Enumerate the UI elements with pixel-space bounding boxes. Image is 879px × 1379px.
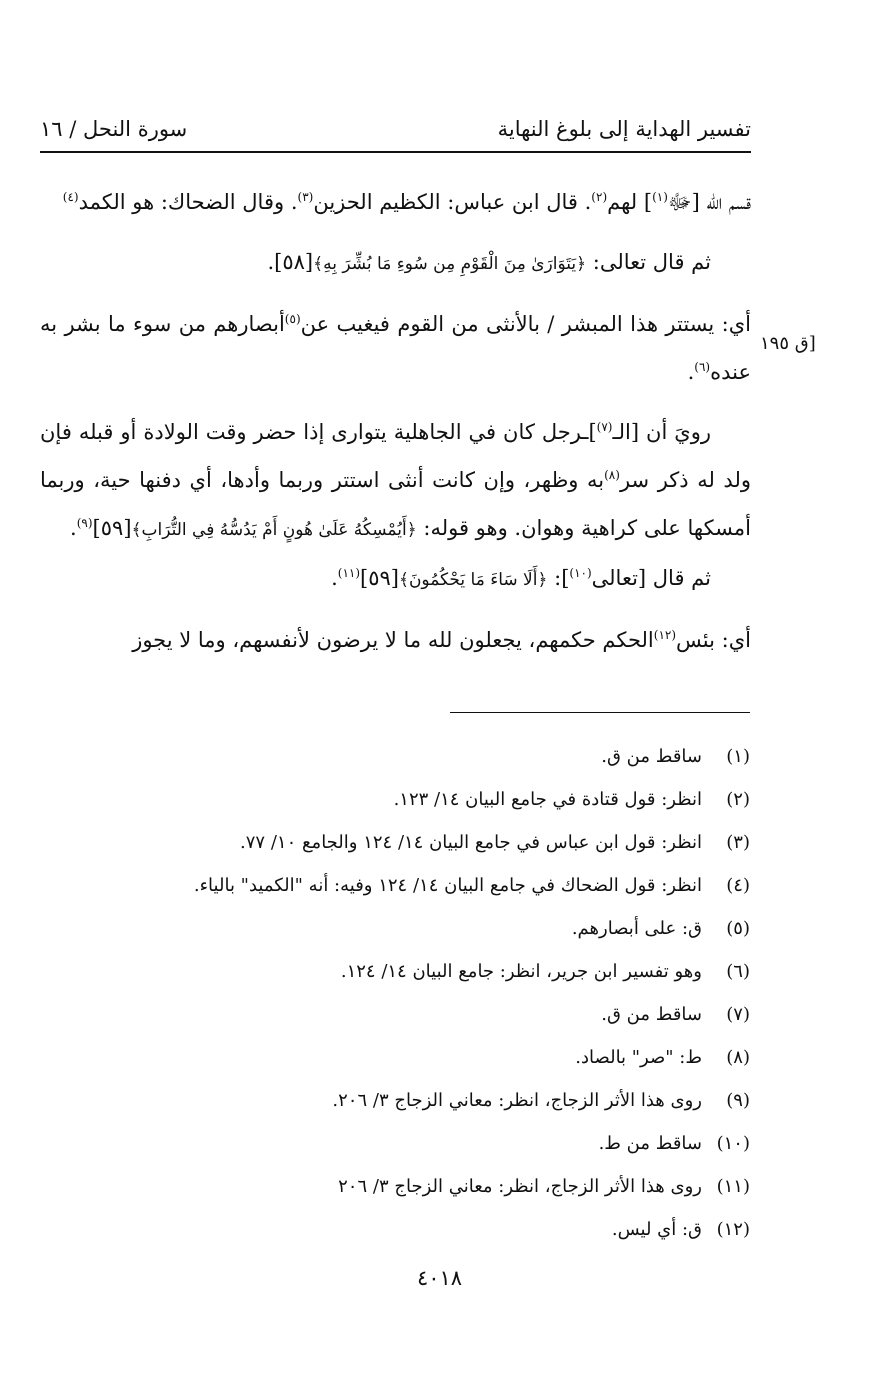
- quran-verse: ﴿يَتَوَارَىٰ مِنَ الْقَوْمِ مِن سُوءِ مَا بُشِّرَ بِهِ﴾: [313, 254, 587, 274]
- paragraph-1: [40, 178, 751, 226]
- verse-number: [٥٩]: [360, 566, 399, 590]
- footnote-ref: (٥): [284, 312, 301, 326]
- text-run: ثم قال تعالى:: [586, 250, 711, 274]
- paragraph-6: [40, 616, 751, 664]
- quran-verse: ﴿أَلَا سَاءَ مَا يَحْكُمُونَ﴾: [398, 570, 548, 590]
- text-run: . وقال الضحاك: هو الكمد: [78, 190, 298, 214]
- footnote-text: ساقط من ق.: [601, 1004, 702, 1025]
- main-text: [40, 178, 751, 664]
- text-run: أي: يستتر هذا المبشر / بالأنثى من القوم فيغيب عن: [300, 312, 751, 336]
- footnote-ref: (٧): [596, 420, 613, 434]
- footnote-number: (١٠): [716, 1133, 750, 1154]
- text-run: .: [70, 516, 77, 540]
- footnote-number: (٧): [726, 1004, 750, 1025]
- footnote-ref: (١٢): [653, 628, 677, 642]
- footnote-item: [100, 907, 750, 950]
- text-run: ]:: [547, 566, 570, 590]
- footnote-text: انظر: قول الضحاك في جامع البيان ١٤/ ١٢٤ وفيه: أنه "الكميد" بالياء.: [193, 875, 702, 896]
- footnote-number: (٢): [726, 789, 750, 810]
- footnote-text: ط: "صر" بالصاد.: [575, 1047, 702, 1068]
- footnote-text: روى هذا الأثر الزجاج، انظر: معاني الزجاج ٣/ ٢٠٦: [338, 1176, 702, 1197]
- footnote-item: [100, 1208, 750, 1251]
- footnote-item: [100, 1165, 750, 1208]
- footnote-item: [100, 1122, 750, 1165]
- text-run: ثم قال [تعالى: [591, 566, 711, 590]
- verse-number: [٥٩]: [92, 516, 132, 540]
- footnote-ref: (١): [652, 190, 668, 204]
- header-rule: [40, 151, 751, 153]
- footnote-text: انظر: قول ابن عباس في جامع البيان ١٤/ ١٢٤ والجامع ١٠/ ٧٧.: [240, 832, 702, 853]
- footnote-item: [100, 950, 750, 993]
- footnote-number: (٩): [726, 1090, 750, 1111]
- footnote-ref: (٤): [62, 190, 79, 204]
- footnote-text: روى هذا الأثر الزجاج، انظر: معاني الزجاج ٣/ ٢٠٦.: [332, 1090, 702, 1111]
- footnotes-list: [100, 735, 750, 1251]
- footnote-item: [100, 735, 750, 778]
- text-run: أي: بئس: [676, 628, 751, 652]
- footnote-item: [100, 778, 750, 821]
- footnote-text: ساقط من ط.: [598, 1133, 702, 1154]
- footnote-text: ق: أي ليس.: [611, 1219, 702, 1240]
- footnote-ref: (٩): [76, 516, 93, 530]
- footnote-separator: [450, 712, 750, 713]
- text-run: قسم الله [: [691, 190, 751, 214]
- footnote-item: [100, 993, 750, 1036]
- quran-verse: ﴿أَيُمْسِكُهُ عَلَىٰ هُونٍ أَمْ يَدُسُّهُ فِي التُّرَابِ﴾: [131, 520, 417, 540]
- page-number: ٤٠١٨: [416, 1266, 463, 1290]
- footnote-ref: (٣): [297, 190, 314, 204]
- text-run: .: [687, 360, 695, 384]
- footnote-number: (٣): [726, 832, 750, 853]
- footnote-text: انظر: قول قتادة في جامع البيان ١٤/ ١٢٣.: [393, 789, 702, 810]
- footnote-number: (١): [726, 746, 750, 767]
- verse-number: [٥٨].: [267, 250, 314, 274]
- footnote-item: [100, 1079, 750, 1122]
- footnote-number: (٤): [726, 875, 750, 896]
- footnote-number: (٦): [726, 961, 750, 982]
- paragraph-3: [40, 300, 751, 396]
- text-run: رويَ أن [الـ: [612, 420, 711, 444]
- footnote-ref: (١١): [337, 566, 361, 580]
- text-run: به وظهر، وإن كانت أنثى استتر وربما وأدها، أي دفنها حية، وربما أمسكها على كراهية وهوان. وهو قوله:: [40, 468, 751, 540]
- footnote-number: (٥): [726, 918, 750, 939]
- text-run: أبصارهم من سوء ما بشر به عنده: [40, 312, 751, 384]
- footnote-ref: (٦): [694, 360, 711, 374]
- footnote-text: ساقط من ق.: [601, 746, 702, 767]
- running-header-title: تفسير الهداية إلى بلوغ النهاية: [497, 117, 751, 141]
- footnote-text: ق: على أبصارهم.: [571, 918, 702, 939]
- text-run: .: [331, 566, 338, 590]
- footnote-number: (١٢): [716, 1219, 750, 1240]
- text-run: ] لهم: [607, 190, 653, 214]
- footnote-item: [100, 821, 750, 864]
- text-run: الحكم حكمهم، يجعلون لله ما لا يرضون لأنفسهم، وما لا يجوز: [132, 628, 654, 652]
- text-run: . قال ابن عباس: الكظيم الحزين: [313, 190, 592, 214]
- footnote-item: [100, 1036, 750, 1079]
- footnote-text: وهو تفسير ابن جرير، انظر: جامع البيان ١٤/ ١٢٤.: [340, 961, 702, 982]
- honorific-glyph: ﷻ: [667, 190, 692, 214]
- footnote-ref: (٢): [591, 190, 608, 204]
- footnote-item: [100, 864, 750, 907]
- running-header-surah: سورة النحل / ١٦: [40, 117, 188, 141]
- paragraph-5: [40, 554, 751, 604]
- paragraph-4: [40, 408, 751, 554]
- footnote-ref: (٨): [604, 468, 620, 482]
- footnote-ref: (١٠): [569, 566, 592, 580]
- text-run: ]ـرجل كان في الجاهلية يتوارى إذا حضر وقت الولادة أو قبله فإن ولد له ذكر سر: [40, 420, 751, 492]
- footnote-number: (٨): [726, 1047, 750, 1068]
- paragraph-2: [40, 238, 751, 288]
- footnote-number: (١١): [716, 1176, 750, 1197]
- manuscript-folio-marker: [ق ١٩٥: [760, 333, 816, 354]
